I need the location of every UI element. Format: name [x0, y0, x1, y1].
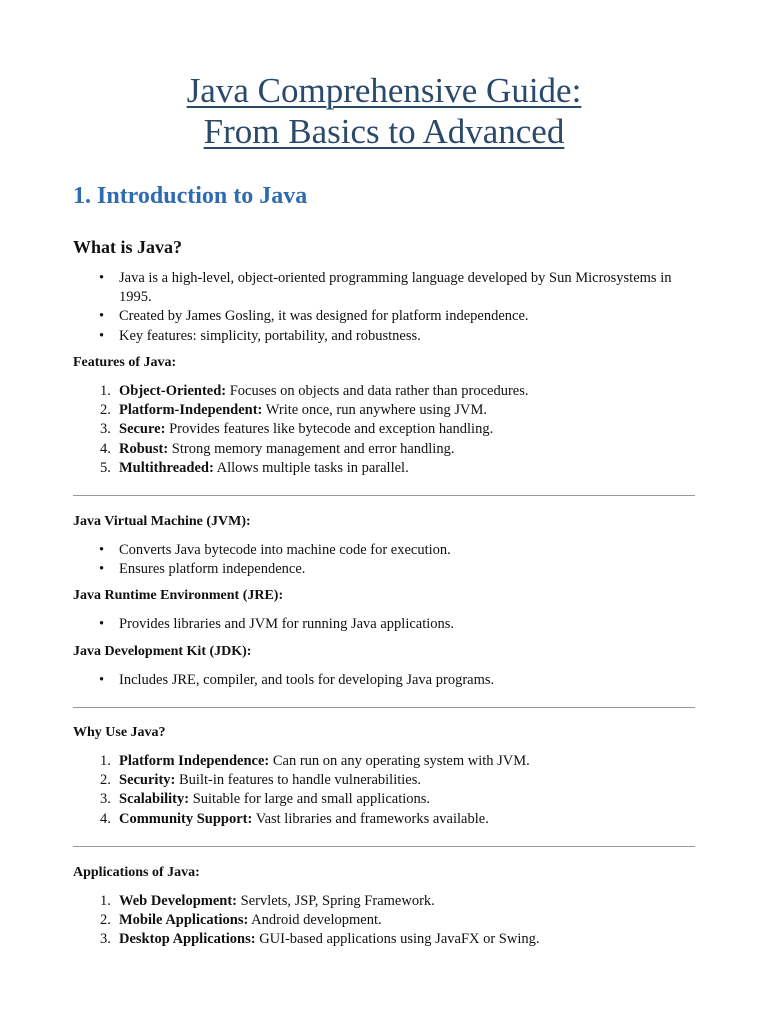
horizontal-divider	[73, 846, 695, 847]
list-item-text: Key features: simplicity, portability, and robustness.	[119, 327, 421, 344]
list-item	[73, 382, 695, 401]
list-number: 5.	[100, 459, 111, 476]
list-item-text: Android development.	[248, 912, 382, 929]
list-item-text: Provides libraries and JVM for running Java applications.	[119, 616, 455, 632]
list-item-term: Multithreaded:	[119, 459, 214, 476]
list-item	[73, 401, 695, 420]
jvm-list	[73, 541, 695, 579]
jdk-list	[73, 671, 695, 690]
subheading-why-use-java: Why Use Java?	[73, 725, 166, 740]
document-title	[73, 70, 695, 152]
list-item	[73, 440, 695, 459]
list-item	[73, 771, 695, 790]
applications-list	[73, 892, 695, 950]
bullet-icon: •	[99, 672, 105, 688]
list-number: 2.	[100, 402, 111, 419]
list-item-term: Community Support:	[119, 810, 253, 827]
list-item	[73, 541, 695, 560]
list-item-text: Vast libraries and frameworks available.	[252, 810, 489, 827]
bullet-icon: •	[99, 270, 105, 286]
subheading-jdk: Java Development Kit (JDK):	[73, 644, 252, 659]
bullet-icon: •	[99, 308, 105, 325]
list-number: 2.	[100, 912, 111, 929]
list-item	[73, 269, 695, 307]
bullet-icon: •	[99, 616, 105, 632]
list-item-term: Security:	[119, 772, 176, 789]
list-item-text: Allows multiple tasks in parallel.	[213, 459, 409, 476]
list-item	[73, 615, 695, 634]
list-number: 4.	[100, 810, 111, 827]
list-item	[73, 911, 695, 930]
list-item-text: Focuses on objects and data rather than procedures.	[226, 383, 529, 399]
list-item-term: Platform-Independent:	[119, 402, 263, 419]
list-item	[73, 671, 695, 690]
list-item-term: Desktop Applications:	[119, 931, 256, 948]
list-number: 4.	[100, 440, 111, 457]
list-item-term: Platform Independence:	[119, 753, 270, 769]
list-number: 3.	[100, 791, 111, 808]
list-item-text: Strong memory management and error handling.	[168, 440, 455, 457]
list-item-term: Object-Oriented:	[119, 383, 227, 399]
list-item-text: Suitable for large and small applications.	[189, 791, 431, 808]
list-item	[73, 930, 695, 949]
subheading-jvm: Java Virtual Machine (JVM):	[73, 514, 251, 529]
why-use-java-list	[73, 752, 695, 829]
list-item-text: Java is a high-level, object-oriented programming language developed by Sun Microsystems in 1995.	[119, 270, 672, 306]
list-item-text: Ensures platform independence.	[119, 561, 306, 578]
list-item-text: Converts Java bytecode into machine code for execution.	[119, 542, 451, 558]
list-item	[73, 560, 695, 579]
bullet-icon: •	[99, 327, 105, 344]
list-item	[73, 892, 695, 911]
list-item-text: Can run on any operating system with JVM.	[269, 753, 530, 769]
document-title-line-1: Java Comprehensive Guide:	[186, 71, 582, 110]
horizontal-divider	[73, 707, 695, 708]
list-item	[73, 790, 695, 809]
list-item	[73, 459, 695, 478]
list-item-text: Servlets, JSP, Spring Framework.	[237, 893, 435, 909]
list-number: 1.	[100, 383, 111, 399]
list-item-text: Write once, run anywhere using JVM.	[262, 402, 488, 419]
list-item-term: Mobile Applications:	[119, 912, 249, 929]
subheading-features: Features of Java:	[73, 355, 177, 370]
list-number: 1.	[100, 753, 111, 769]
list-number: 3.	[100, 931, 111, 948]
list-item-text: GUI-based applications using JavaFX or Swing.	[255, 931, 540, 948]
list-item-term: Web Development:	[119, 893, 237, 909]
list-item	[73, 327, 695, 346]
document-title-line-2: From Basics to Advanced	[203, 112, 565, 151]
list-item	[73, 752, 695, 771]
features-list	[73, 382, 695, 478]
list-item	[73, 810, 695, 829]
subheading-applications: Applications of Java:	[73, 865, 200, 880]
horizontal-divider	[73, 495, 695, 496]
list-item	[73, 420, 695, 439]
list-item-text: Provides features like bytecode and exception handling.	[165, 421, 494, 438]
subheading-jre: Java Runtime Environment (JRE):	[73, 588, 284, 603]
list-item-text: Created by James Gosling, it was designed for platform independence.	[119, 308, 529, 325]
list-item-term: Robust:	[119, 440, 169, 457]
jre-list	[73, 615, 695, 634]
bullet-icon: •	[99, 561, 105, 578]
what-is-java-list	[73, 269, 695, 346]
list-item-term: Secure:	[119, 421, 166, 438]
bullet-icon: •	[99, 542, 105, 558]
list-item-term: Scalability:	[119, 791, 190, 808]
list-item-text: Includes JRE, compiler, and tools for developing Java programs.	[119, 672, 495, 688]
section-heading-introduction: 1. Introduction to Java	[73, 183, 308, 209]
list-item-text: Built-in features to handle vulnerabilities.	[175, 772, 422, 789]
subheading-what-is-java: What is Java?	[73, 237, 183, 257]
list-number: 2.	[100, 772, 111, 789]
list-item	[73, 307, 695, 326]
list-number: 1.	[100, 893, 111, 909]
list-number: 3.	[100, 421, 111, 438]
